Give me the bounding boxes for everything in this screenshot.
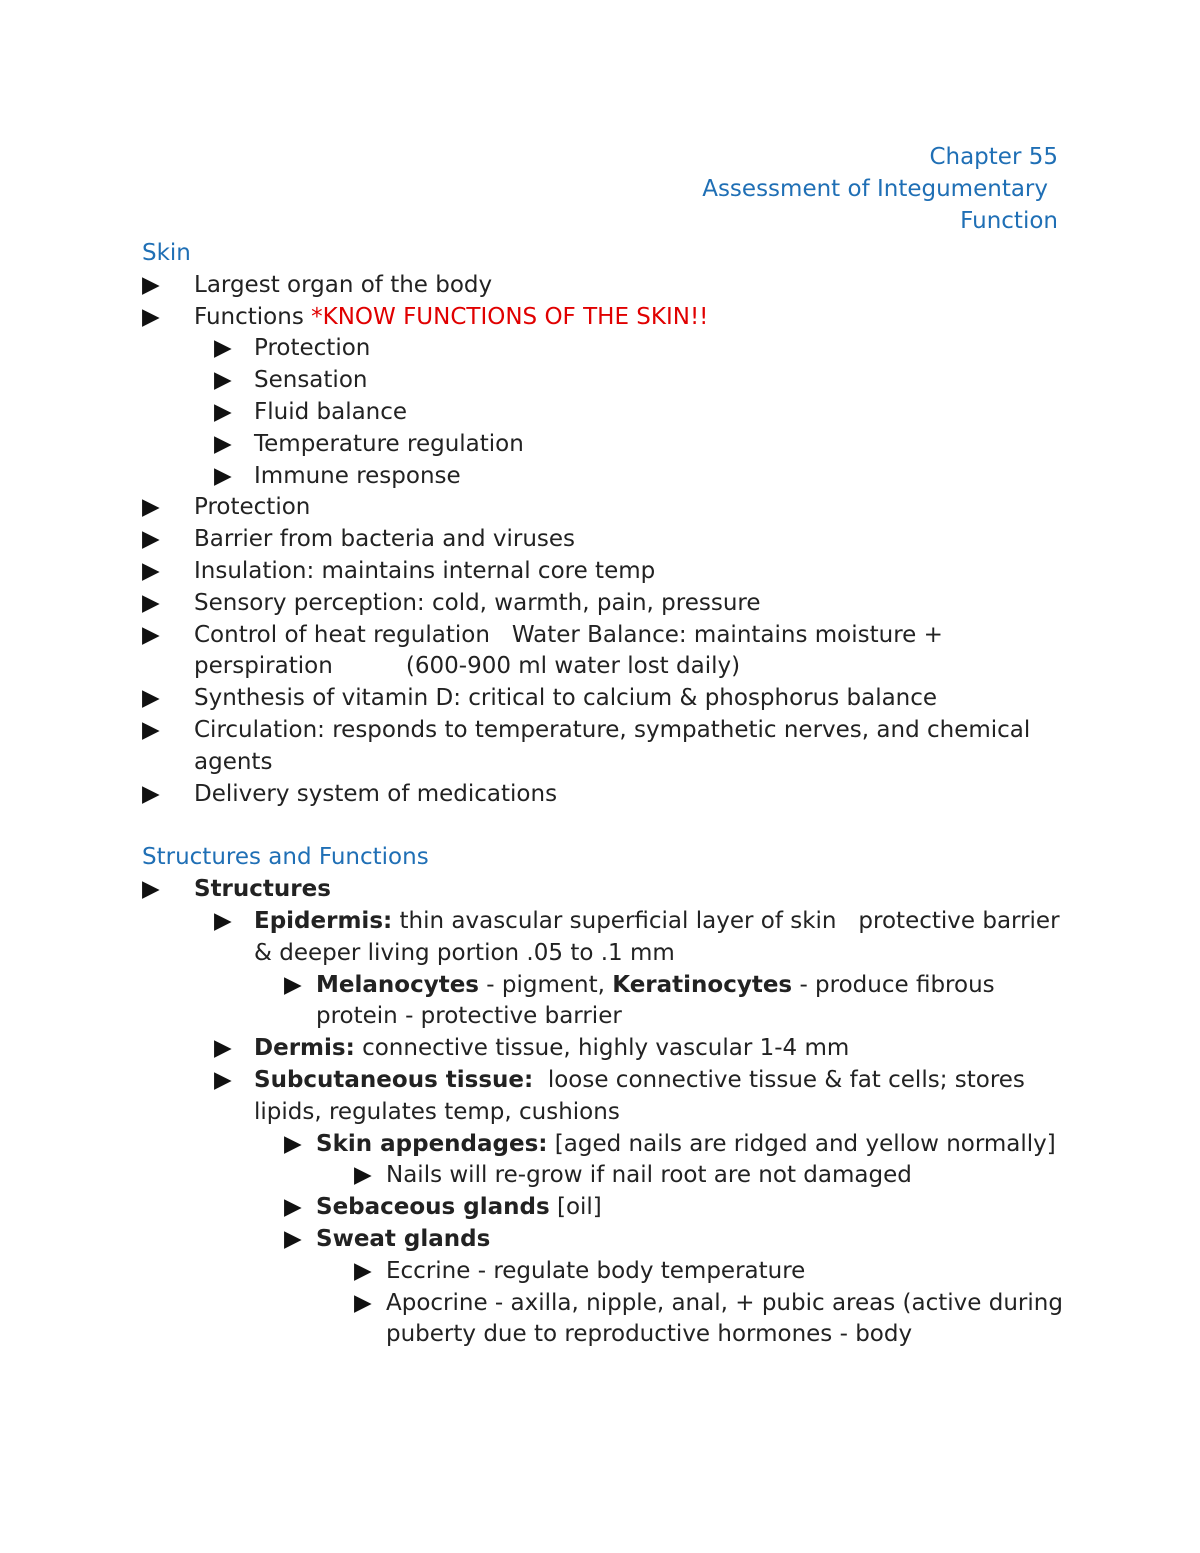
dermis-label: Dermis:: [254, 1035, 355, 1062]
bullet-arrow-icon: ▶: [354, 1162, 372, 1189]
sweat-label: Sweat glands: [316, 1225, 491, 1252]
subcutaneous-text: loose connective tissue & fat cells; stores lipids, regulates temp, cushions: [254, 1066, 1033, 1125]
list-item: [142, 333, 1072, 365]
list-item: [142, 397, 1072, 429]
bullet-arrow-icon: ▶: [142, 271, 160, 298]
epidermis-label: Epidermis:: [254, 907, 393, 934]
bullet-arrow-icon: ▶: [354, 1289, 372, 1316]
bullet-arrow-icon: ▶: [284, 971, 302, 998]
bullet-arrow-icon: ▶: [142, 621, 160, 648]
subcutaneous-label: Subcutaneous tissue:: [254, 1066, 534, 1093]
bullet-arrow-icon: ▶: [142, 557, 160, 584]
function-item: Temperature regulation: [254, 430, 524, 457]
list-item: [142, 461, 1072, 493]
keratinocytes-text: - produce fibrous protein - protective barrier: [316, 971, 995, 1030]
list-item: [142, 365, 1072, 397]
appendages-text: [aged nails are ridged and yellow normally]: [547, 1130, 1056, 1157]
bullet-arrow-icon: ▶: [214, 1066, 232, 1093]
structures-label: Structures: [194, 876, 331, 903]
list-item-text: Barrier from bacteria and viruses: [194, 526, 576, 553]
list-item-text: Circulation: responds to temperature, sympathetic nerves, and chemical agents: [194, 716, 1031, 775]
list-item-text: Synthesis of vitamin D: critical to calcium & phosphorus balance: [194, 685, 938, 712]
list-item: [142, 1033, 1072, 1065]
list-item-text: Insulation: maintains internal core temp: [194, 557, 656, 584]
keratinocytes-label: Keratinocytes: [612, 971, 793, 998]
functions-note: *KNOW FUNCTIONS OF THE SKIN!!: [311, 303, 709, 330]
list-item: [142, 1192, 1072, 1224]
chapter-number: Chapter 55: [929, 144, 1058, 170]
list-item: [142, 588, 1072, 620]
list-item: [142, 779, 1072, 811]
bullet-arrow-icon: ▶: [284, 1130, 302, 1157]
bullet-arrow-icon: ▶: [142, 780, 160, 807]
bullet-arrow-icon: ▶: [354, 1257, 372, 1284]
list-item: [142, 906, 1072, 970]
nails-text: Nails will re-grow if nail root are not damaged: [386, 1162, 912, 1189]
bullet-arrow-icon: ▶: [142, 876, 160, 903]
list-item-text: Largest organ of the body: [194, 271, 493, 298]
list-item: [142, 970, 1072, 1034]
list-item: [142, 1129, 1072, 1161]
bullet-arrow-icon: ▶: [214, 367, 232, 394]
bullet-arrow-icon: ▶: [284, 1225, 302, 1252]
list-item-text: Sensory perception: cold, warmth, pain, pressure: [194, 589, 761, 616]
bullet-arrow-icon: ▶: [214, 398, 232, 425]
melanocytes-text: - pigment,: [478, 971, 613, 998]
list-item: [142, 1256, 1072, 1288]
list-item-functions: [142, 302, 1072, 334]
appendages-label: Skin appendages:: [316, 1130, 548, 1157]
functions-label: Functions: [194, 303, 312, 330]
section-spacer: [142, 810, 1072, 842]
list-item: [142, 683, 1072, 715]
list-item: [142, 429, 1072, 461]
list-item: [142, 492, 1072, 524]
bullet-arrow-icon: ▶: [142, 526, 160, 553]
bullet-arrow-icon: ▶: [142, 685, 160, 712]
function-item: Fluid balance: [254, 398, 408, 425]
list-item-text: Protection: [194, 494, 311, 521]
list-item: [142, 1224, 1072, 1256]
bullet-arrow-icon: ▶: [214, 1035, 232, 1062]
sebaceous-label: Sebaceous glands: [316, 1194, 550, 1221]
list-item: [142, 556, 1072, 588]
bullet-arrow-icon: ▶: [142, 494, 160, 521]
bullet-arrow-icon: ▶: [142, 716, 160, 743]
list-item: [142, 715, 1072, 779]
list-item: [142, 1065, 1072, 1129]
bullet-arrow-icon: ▶: [142, 589, 160, 616]
apocrine-text: Apocrine - axilla, nipple, anal, + pubic areas (active during puberty due to reproductive hormones - body: [386, 1289, 1063, 1348]
function-item: Protection: [254, 335, 371, 362]
bullet-arrow-icon: ▶: [142, 303, 160, 330]
epidermis-text: thin avascular superficial layer of skin protective barrier & deeper living portion .05 to .1 mm: [254, 907, 1067, 966]
sebaceous-text: [oil]: [549, 1194, 602, 1221]
list-item: [142, 874, 1072, 906]
eccrine-text: Eccrine - regulate body temperature: [386, 1257, 806, 1284]
section-heading-structures: Structures and Functions: [142, 844, 429, 871]
function-item: Immune response: [254, 462, 461, 489]
chapter-title-line-1: Assessment of Integumentary: [702, 176, 1048, 202]
list-item: [142, 524, 1072, 556]
list-item: [142, 1288, 1072, 1352]
list-item: [142, 270, 1072, 302]
bullet-arrow-icon: ▶: [284, 1194, 302, 1221]
list-item: [142, 620, 1072, 684]
bullet-arrow-icon: ▶: [214, 335, 232, 362]
section-heading-skin: Skin: [142, 240, 191, 266]
list-item-text: Delivery system of medications: [194, 780, 558, 807]
bullet-arrow-icon: ▶: [214, 430, 232, 457]
notes-content: [142, 238, 1072, 1351]
melanocytes-label: Melanocytes: [316, 971, 479, 998]
dermis-text: connective tissue, highly vascular 1-4 mm: [354, 1035, 850, 1062]
list-item: [142, 1160, 1072, 1192]
bullet-arrow-icon: ▶: [214, 907, 232, 934]
chapter-header: [702, 141, 1058, 237]
function-item: Sensation: [254, 367, 368, 394]
list-item-text: Control of heat regulation Water Balance: maintains moisture + perspiration (600-900 ml water lost daily): [194, 621, 951, 680]
bullet-arrow-icon: ▶: [214, 462, 232, 489]
chapter-title-line-2: Function: [960, 208, 1058, 234]
